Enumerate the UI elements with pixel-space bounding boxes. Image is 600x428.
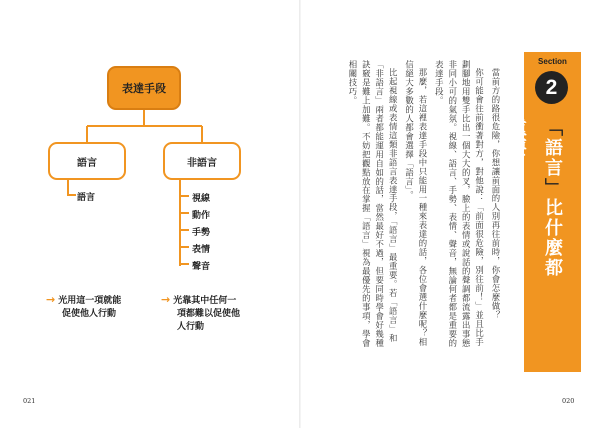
note-verbal-line-1: 光用這一項就能	[58, 296, 122, 306]
title-quote-open: 「	[542, 118, 563, 138]
nonverbal-leaf-lines	[180, 180, 189, 266]
title-quote-close: 」	[542, 178, 563, 198]
body-paragraph-1: 當前方的路很危險，你想讓前面的人別再往前時，你會怎麼做？	[491, 68, 501, 321]
section-label: Section	[538, 57, 567, 66]
body-paragraph-4: 比起視線或表情這類非語言表達手段，「語言」最重要。若「語言」和「非語言」兩者都能運用自如的話，當然最好不過，但要同時學會好幾種訣竅是難上加難。不妨把觀點放在掌握「語言」視為最優先的事項，學會相關技巧。	[347, 60, 399, 348]
arrow-right-icon: →	[161, 293, 171, 306]
title-keyword: 語言	[542, 138, 563, 178]
nonverbal-leaf-gaze: 視線	[192, 194, 211, 204]
note-nonverbal-line-1: 光靠其中任何一	[173, 296, 237, 306]
verbal-leaf-line	[68, 180, 76, 195]
body-text	[338, 60, 502, 356]
note-verbal-line-2: 促使他人行動	[62, 309, 117, 319]
verbal-node: 語言	[48, 142, 126, 180]
nonverbal-leaf-expression: 表情	[192, 245, 211, 255]
verbal-leaf-language: 語言	[77, 193, 96, 203]
root-node: 表達手段	[107, 66, 181, 110]
note-nonverbal-line-2: 項都難以促使他	[177, 309, 241, 319]
section-title	[506, 118, 570, 288]
title-rest: 比什麼都重要	[506, 118, 563, 278]
body-paragraph-3: 那麼，若這裡表達手段中只能用一種來表達的話，各位會選什麼呢？相信絕大多數的人都會選擇「語言」。	[404, 60, 428, 348]
note-nonverbal	[161, 293, 240, 334]
nonverbal-node: 非語言	[163, 142, 241, 180]
page-number-right: 020	[562, 397, 575, 405]
body-paragraph-2: 你可能會往前衝著對方，對他說：「前面很危險，別往前！」並且比手劃腳地用雙手比出一個大大的叉，臉上的表情或說話的聲調都流露出事態非同小可的氣氛。視線、語言、手勢、表情、聲音，無論何者都是重要的表達手段。	[434, 60, 485, 348]
note-nonverbal-line-3: 人行動	[177, 322, 205, 332]
page-number-left: 021	[23, 397, 36, 405]
note-verbal	[46, 293, 121, 321]
root-branch-lines	[87, 110, 202, 142]
nonverbal-leaf-movement: 動作	[192, 211, 211, 221]
section-number-badge: 2	[535, 71, 568, 104]
nonverbal-leaf-voice: 聲音	[192, 262, 211, 272]
nonverbal-leaf-gesture: 手勢	[192, 228, 211, 238]
arrow-right-icon: →	[46, 293, 56, 306]
